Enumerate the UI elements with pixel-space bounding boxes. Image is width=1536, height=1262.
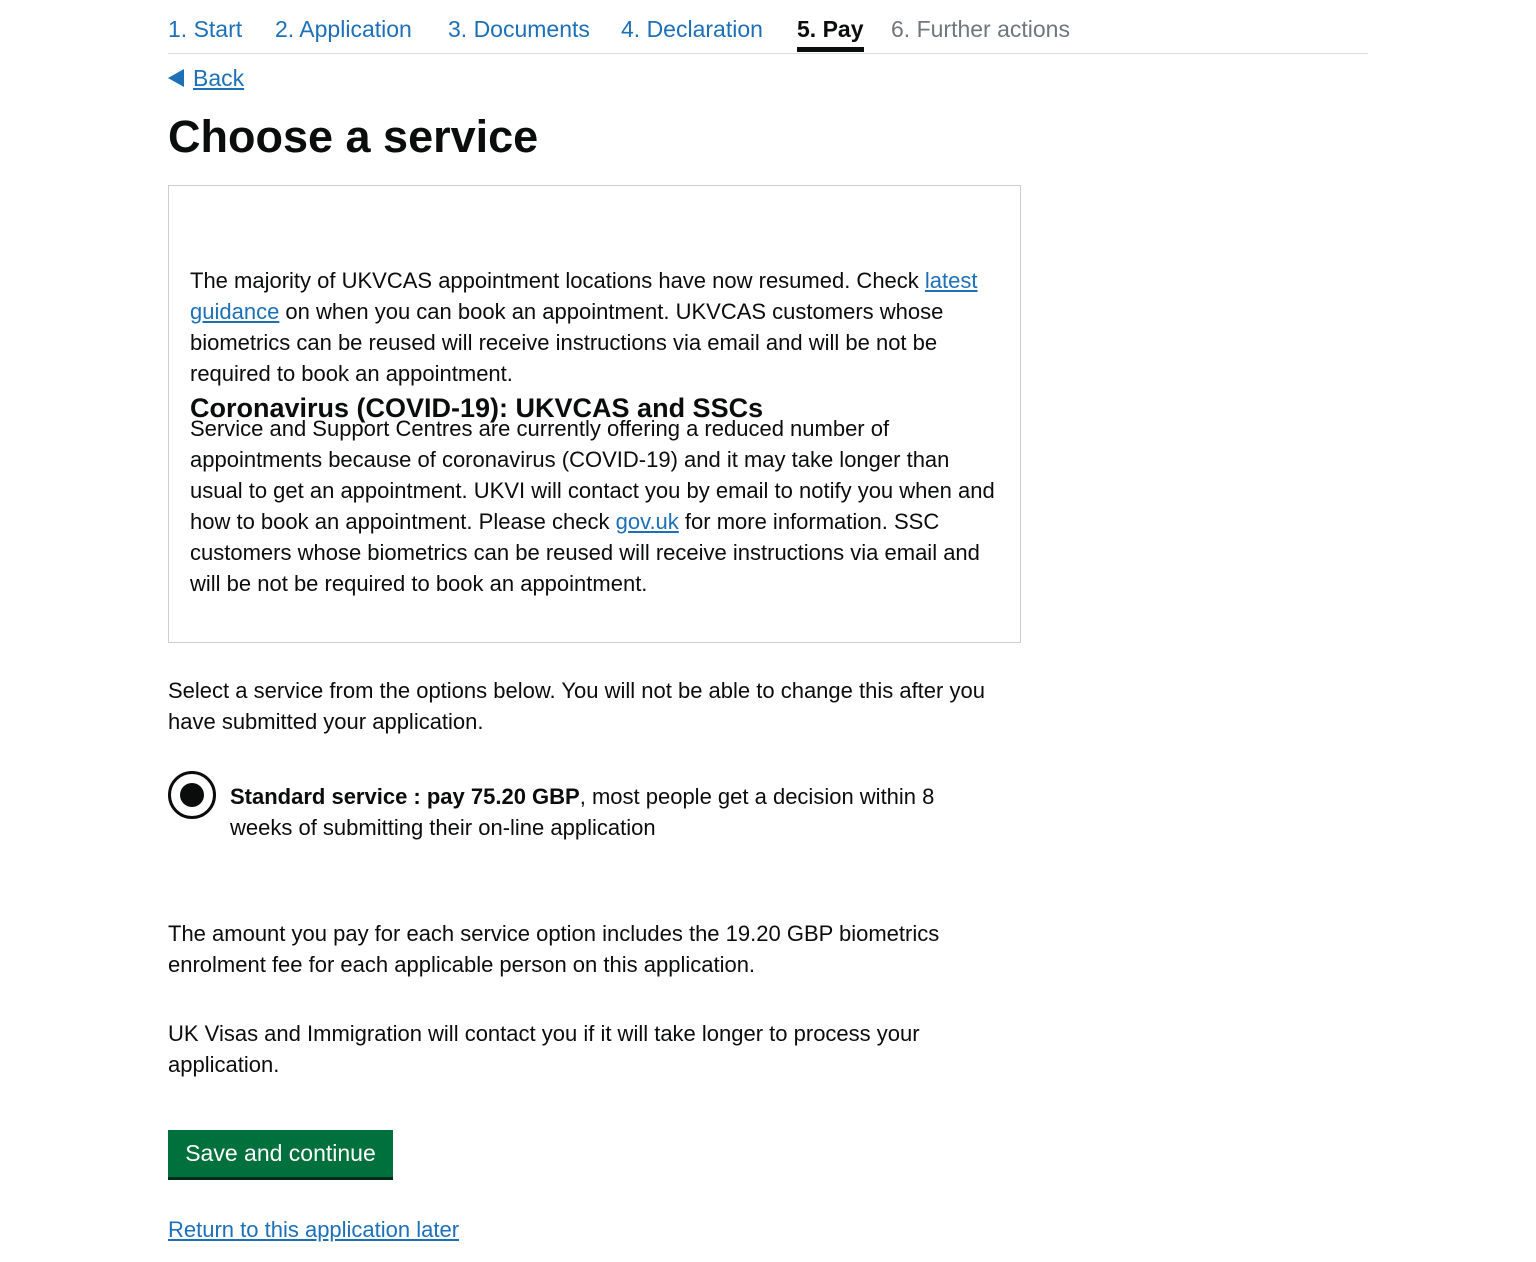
biometrics-fee-note: The amount you pay for each service option includes the 19.20 GBP biometrics enrolment fee for each applicable person on this application. bbox=[168, 921, 940, 977]
notice-text: Service and Support Centres are currently offering a reduced number of appointments because of coronavirus (COVID-19) and it may take longer than usual to get an appointment. UKVI will contact you by email to notify you when and how to book an appointment. Please check bbox=[190, 416, 995, 534]
back-link[interactable]: Back bbox=[193, 65, 245, 91]
step-documents[interactable]: 3. Documents bbox=[448, 16, 590, 42]
step-further-actions: 6. Further actions bbox=[891, 16, 1070, 42]
back-link-container bbox=[168, 63, 244, 93]
notice-paragraph-2 bbox=[190, 413, 995, 599]
step-navigation bbox=[168, 0, 1368, 54]
standard-service-radio[interactable] bbox=[168, 771, 216, 819]
gov-uk-link[interactable]: gov.uk bbox=[615, 509, 679, 534]
save-and-continue-button[interactable]: Save and continue bbox=[168, 1130, 393, 1177]
step-start[interactable]: 1. Start bbox=[168, 16, 243, 42]
return-later-link[interactable]: Return to this application later bbox=[168, 1217, 460, 1242]
notice-text: for more information. SSC customers whose biometrics can be reused will receive instructions via email and will be not be required to book an appointment. bbox=[190, 509, 980, 596]
standard-service-label[interactable] bbox=[230, 781, 1000, 843]
radio-selected-dot bbox=[180, 783, 204, 807]
step-pay: 5. Pay bbox=[797, 14, 864, 52]
standard-service-price: Standard service : pay 75.20 GBP bbox=[230, 784, 580, 809]
notice-text: The majority of UKVCAS appointment locations have now resumed. Check bbox=[190, 268, 925, 293]
step-application[interactable]: 2. Application bbox=[275, 16, 412, 42]
service-intro: Select a service from the options below. You will not be able to change this after you have submitted your application. bbox=[168, 678, 985, 734]
latest-guidance-link[interactable]: latest guidance bbox=[190, 268, 978, 324]
notice-title: Coronavirus (COVID-19): UKVCAS and SSCs bbox=[190, 393, 764, 423]
standard-service-description: , most people get a decision within 8 weeks of submitting their on-line application bbox=[230, 784, 935, 840]
contact-note: UK Visas and Immigration will contact you if it will take longer to process your application. bbox=[168, 1021, 920, 1077]
notice-text: on when you can book an appointment. UKVCAS customers whose biometrics can be reused will receive instructions via email and will be not be required to book an appointment. bbox=[190, 299, 944, 386]
covid-notice-panel bbox=[168, 185, 1021, 643]
page-title: Choose a service bbox=[168, 111, 539, 162]
step-declaration[interactable]: 4. Declaration bbox=[621, 16, 763, 42]
notice-paragraph-1 bbox=[190, 265, 990, 389]
triangle-left-icon bbox=[168, 69, 184, 87]
